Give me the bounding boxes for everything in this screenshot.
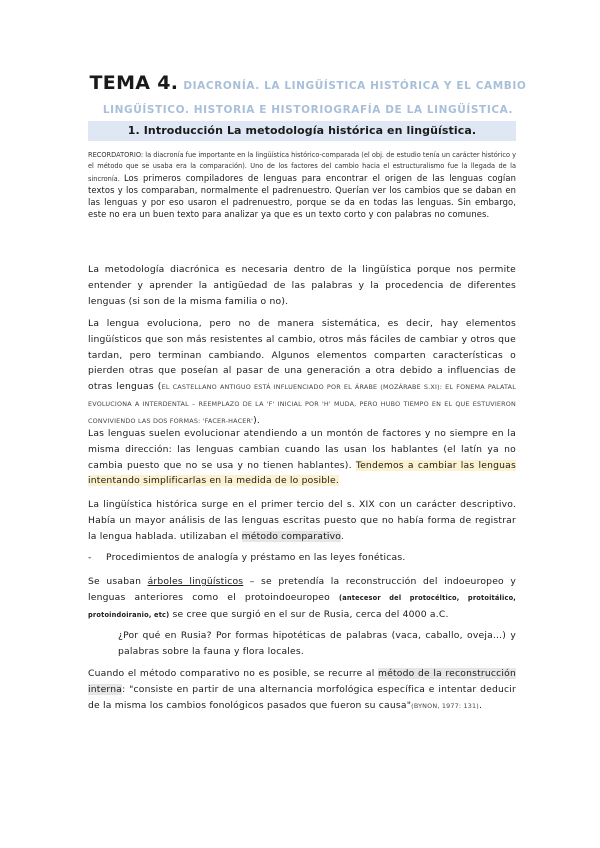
bullet-dash: -	[88, 552, 92, 563]
paragraph-5-start: Se usaban	[88, 576, 148, 587]
paragraph-2-example: EL CASTELLANO ANTIGUO ESTÁ INFLUENCIADO POR EL ÁRABE (MOZÁRABE S.XI): EL FONEMA PALATAL EVOLUCIONA A INTERDENTAL – REEMPLAZO DE LA 'F' INICIAL POR 'H' MUDA, PERO HUBO TIEMPO EN EL QUE ESTUVIERON CONVIVIENDO LAS DOS FORMAS: 'FACER-HACER'	[88, 383, 516, 425]
recordatorio-paragraph	[88, 150, 516, 222]
paragraph-5-end: se cree que surgió en el sur de Rusia, cerca del 4000 a.C.	[169, 608, 449, 620]
paragraph-3-highlight: Tendemos a cambiar las lenguas intentando simplificarlas en la medida de lo posible.	[88, 459, 516, 487]
paragraph-3-main: Las lenguas suelen evolucionar atendiendo a un montón de factores y no siempre en la misma dirección: las lenguas cambian cuando las usan los hablantes (el latín ya no cambia puesto que no se usa y no tienen hablantes).	[88, 428, 516, 471]
paragraph-2	[88, 316, 516, 430]
document-title	[88, 72, 528, 121]
paragraph-4	[88, 497, 516, 544]
recordatorio-small-text: RECORDATORIO: la diacronía fue importante en la lingüística histórico-comparada (el obj. de estudio tenía un carácter histórico y el método que se usaba era la comparación). Uno de los factores del cambio hacia el estructuralismo fue la llegada de la sincronía.	[88, 151, 516, 183]
title-tema: TEMA 4.	[89, 72, 179, 94]
paragraph-7	[88, 666, 516, 714]
title-subtitle-line2: LINGÜÍSTICO. HISTORIA E HISTORIOGRAFÍA DE LA LINGÜÍSTICA.	[102, 104, 514, 116]
paragraph-4-main: La lingüística histórica surge en el primer tercio del s. XIX con un carácter descriptivo. Había un mayor análisis de las lenguas escritas puesto que no había forma de registrar la lengua hablada. utilizaban el	[88, 499, 516, 542]
bullet-text: Procedimientos de analogía y préstamo en las leyes fonéticas.	[106, 552, 406, 563]
paragraph-4-highlight: método comparativo	[241, 530, 341, 542]
paragraph-7-start: Cuando el método comparativo no es posible, se recurre al	[88, 668, 378, 679]
paragraph-4-end: .	[340, 530, 345, 542]
paragraph-7-end: .	[478, 699, 483, 711]
section-heading: 1. Introducción La metodología histórica en lingüística.	[88, 121, 516, 141]
paragraph-5-underline: árboles lingüísticos	[147, 576, 244, 587]
bullet-item	[88, 550, 516, 566]
paragraph-7-citation: (BYNON, 1977: 131)	[411, 701, 479, 710]
paragraph-2-main: La lengua evoluciona, pero no de manera sistemática, es decir, hay elementos lingüísticos que son más resistentes al cambio, otros más fáciles de cambiar y otros que tardan, pero terminan cambiando. Algunos elementos comparten características o pierden otras que poseían al pasar de una generación a otra debido a influencias de otras lenguas (	[88, 318, 516, 393]
paragraph-7-highlight: método de la reconstrucción interna	[88, 668, 516, 695]
paragraph-5	[88, 574, 516, 623]
paragraph-5-mid: – se pretendía la reconstrucción del indoeuropeo y lenguas anteriores como el protoindoeuropeo	[88, 576, 516, 603]
paragraph-1: La metodología diacrónica es necesaria dentro de la lingüística porque nos permite entender y aprender la antigüedad de las palabras y la procedencia de diferentes lenguas (si son de la misma familia o no).	[88, 264, 516, 307]
paragraph-7-mid: : "consiste en partir de una alternancia morfológica específica e intentar deducir de la misma los cambios fonológicos pasados que fueron su causa"	[88, 683, 516, 711]
title-subtitle-line1: DIACRONÍA. LA LINGÜÍSTICA HISTÓRICA Y EL CAMBIO	[183, 80, 527, 92]
paragraph-3	[88, 426, 516, 489]
paragraph-6: ¿Por qué en Rusia? Por formas hipotéticas de palabras (vaca, caballo, oveja…) y palabras sobre la fauna y flora locales.	[118, 630, 516, 657]
recordatorio-large-text: Los primeros compiladores de lenguas para encontrar el origen de las lenguas cogían textos y los comparaban, normalmente el padrenuestro. Querían ver los cambios que se daban en las lenguas y por eso usaron el padrenuestro, porque se da en todas las lenguas. Sin embargo, este no era un buen texto para analizar ya que es un texto corto y con palabras no comunes.	[88, 172, 516, 220]
paragraph-2-end: ).	[253, 414, 261, 426]
paragraph-5-bracket: (antecesor del protocéltico, protoitálico, protoindoiranio, etc)	[88, 593, 517, 619]
